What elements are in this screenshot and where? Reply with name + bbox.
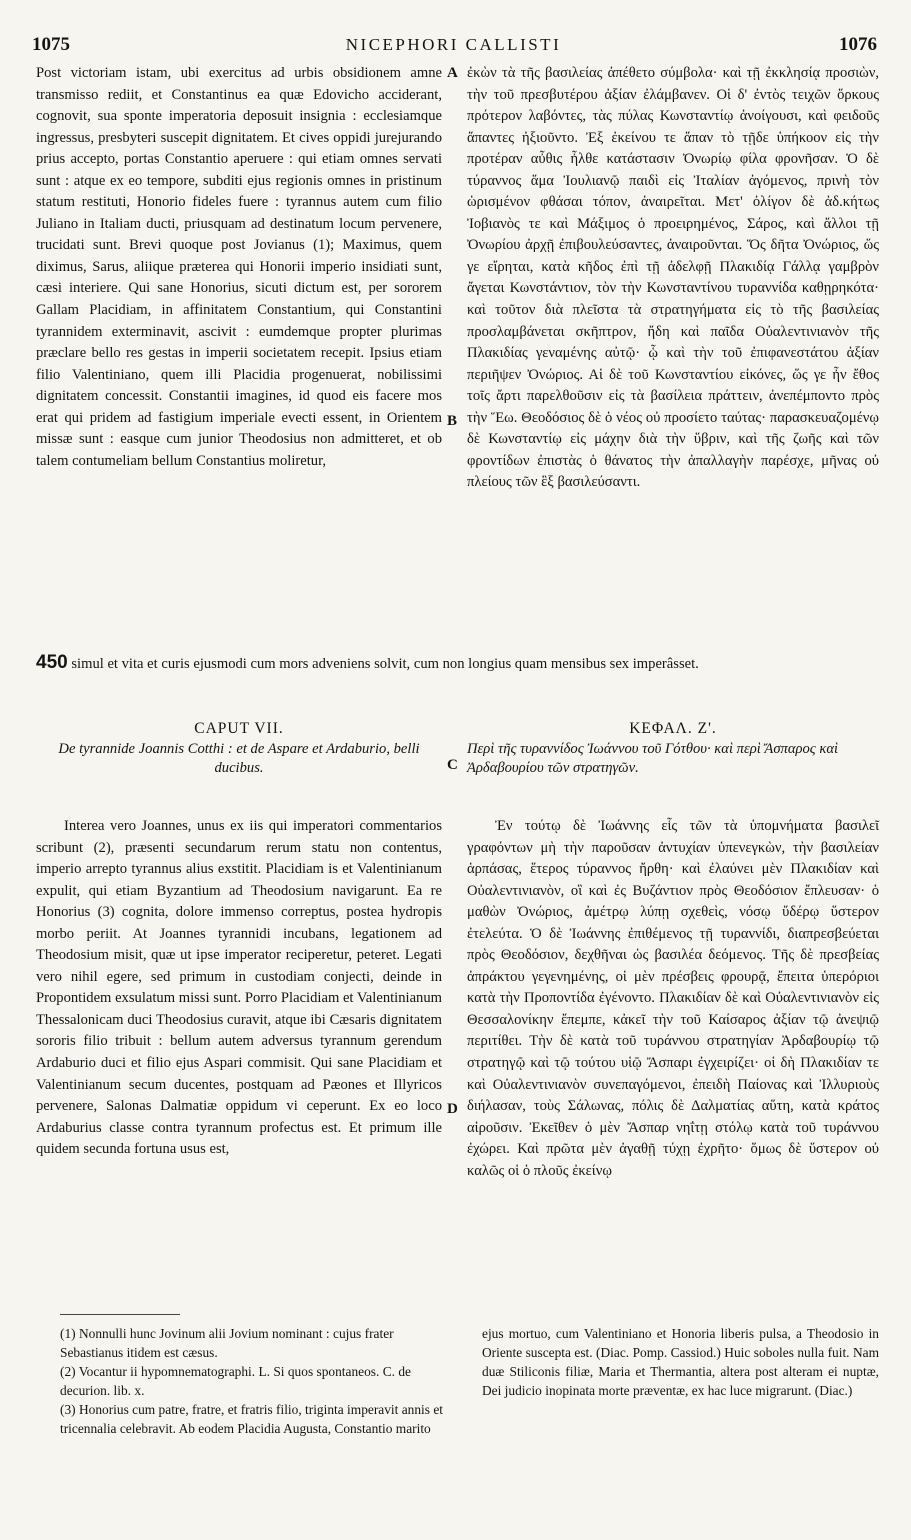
section-marker-b: B (447, 413, 458, 429)
greek-chapter-subtitle: Περὶ τῆς τυραννίδος Ἰωάννου τοῦ Γότθου· καὶ περὶ Ἄσπαρος καὶ Ἀρδαβουρίου τῶν στρατηγῶν. (467, 740, 839, 776)
footnote-3: (3) Honorius cum patre, fratre, et fratris filio, triginta imperavit annis et tricennalia celebravit. Ab eodem Placidia Augusta, Constantio marito (60, 1402, 443, 1436)
running-title: NICEPHORI CALLISTI (345, 35, 562, 54)
footnotes-right (482, 1324, 879, 1400)
column-number: 450 (36, 652, 68, 673)
section-marker-d: D (447, 1101, 458, 1117)
latin-chapter-heading (36, 718, 442, 778)
latin-chapter-subtitle: De tyrannide Joannis Cotthi : et de Aspare et Ardaburio, belli ducibus. (58, 740, 420, 776)
full-width-line (36, 652, 879, 676)
greek-column-top (467, 63, 879, 494)
latin-column-top (36, 63, 442, 472)
latin-paragraph: Post victoriam istam, ubi exercitus ad urbis obsidionem amne transmisso rediit, et Constantinus ea quæ Edovicho acciderant, cognovit, sua sponte imperatoria deposuit insignia : ecclesiamque ingressus, presbyteri suscepit dignitatem. Et cives oppidi jurejurando prius accepto, portas Constantio aperuere : qui etiam omnes servati sunt : atque ex eo tempore, subditi ejus regionis omnes in pristinum statum restituti, Honorio fideles fuere : tyrannus autem cum filio Juliano in Italiam ducti, priusquam ad destinatum locum pervenere, trucidati sunt. Brevi quoque post Jovianus (1); Maximus, quem diximus, Sarus, aliique præterea qui Honorii imperio insidiati sunt, cæsi interiere. Qui sane Honorius, sicuti dictum est, per sororem Gallam Placidiam, in affinitatem Constantium, qui Constantini tyrannidem exterminavit, ascivit : eumdemque propter plurimas præclare bello res gestas in imperii societatem recepit. Ipsius etiam filio Valentiniano, quem illi Placidia progenuerat, nobilissimi dignitatem concessit. Constantii imagines, id quod eis facere mos erat qui pridem ad fastigium imperiale evecti essent, in Orientem missæ sunt : easque cum junior Theodosius non admitteret, et ob talem contumeliam bellum Constantius moliretur, (36, 65, 442, 469)
footnote-rule (60, 1314, 180, 1315)
page-number-right: 1076 (839, 34, 877, 55)
section-marker-c: C (447, 757, 458, 773)
greek-chapter-heading (467, 718, 879, 778)
greek-body-paragraph: Ἐν τούτῳ δὲ Ἰωάννης εἷς τῶν τὰ ὑπομνήματα βασιλεῖ γραφόντων μὴ τὴν παροῦσαν ἀντυχίαν ὑπενεγκὼν, τὴν βασιλείαν ἁρπάσας, ἕτερος τύραννος ἤρθη· καὶ ἐλαύνει μὲν Πλακιδίαν καὶ Οὐαλεντινιανὸν, οἳ καὶ ἐς Βυζάντιον πρὸς Θεοδόσιον ἔπλευσαν· ὁ μαθὼν Ὀνώριος, ἀμέτρῳ λύπῃ σχεθεὶς, νόσῳ ὕδέρῳ ὕστερον ἐτελεύτα. Ὁ δὲ Ἰωάννης ἐπιθέμενος τῇ τυραννίδι, διαπρεσβεύεται πρὸς Θεοδόσιον, δεχθῆναι ὡς βασιλέα δεόμενος. Τῆς δὲ πρεσβείας ἀπράκτου γεγενημένης, οἱ μὲν πρέσβεις φρουρᾷ, ἔπειτα ὑπερόριοι κατὰ τὴν Προποντίδα ἐγένοντο. Πλακιδίαν δὲ καὶ Οὐαλεντινιανὸν εἰς Θεσσαλονίκην ἔπεμπε, κἀκεῖ τὴν τοῦ Καίσαρος ἀξίαν τῷ ἀνεψιῷ περιτίθει. Τὴν δὲ κατὰ τοῦ τυράννου στρατηγίαν Ἀρδαβουρίῳ τῷ στρατηγῷ καὶ τῷ τούτου υἱῷ Ἄσπαρι ἐγχειρίζει· οἱ δὴ Πλακιδίαν τε καὶ Οὐαλεντινιανὸν συνεπαγόμενοι, ἐπειδὴ Παίονας καὶ Ἰλλυριοὺς διήλασαν, τοὺς Σάλωνας, πόλις δὲ Δαλματίας αὕτη, κατὰ κράτος αἱροῦσιν. Ἐκεῖθεν ὁ μὲν Ἄσπαρ νηΐτῃ στόλῳ κατὰ τοῦ τυράννου ἐχώρει. Καὶ πρῶτα μὲν ἀγαθῇ τύχῃ ἐχρῆτο· ὅμως δὲ ὕστερον οὐ καλῶς οἱ ὁ πλοῦς ἐκείνῳ (467, 818, 879, 1179)
full-width-text: simul et vita et curis ejusmodi cum mors adveniens solvit, cum non longius quam mensibus sex imperâsset. (71, 656, 699, 672)
greek-paragraph: ἐκὼν τὰ τῆς βασιλείας ἀπέθετο σύμβολα· καὶ τῇ ἐκκλησίᾳ προσιὼν, τὴν τοῦ πρεσβυτέρου ἀξίαν ἐλάμβανεν. Οἱ δ' ἐντὸς τειχῶν ὅρκους πρότερον λαβόντες, τὰς πύλας Κωνσταντίῳ ἀνοίγουσι, καὶ φειδοῦς ἅπαντες ἠξιοῦντο. Ἐξ ἐκείνου τε ἅπαν τὸ τῇδε ὑπήκοον εἰς τὴν προτέραν αὖθις ἦλθε κατάστασιν Ὀνωρίῳ φίλα φρονῆσαν. Ὁ δὲ τύραννος ἅμα Ἰουλιανῷ παιδὶ εἰς Ἰταλίαν ἀγόμενος, πρινὴ τὸν ὡρισμένον φθάσαι τόπον, ἀναιρεῖται. Μετ' ὀλίγον δὲ ἀδ.κήτως Ἰοβιανὸς τε καὶ Μάξιμος ὁ προειρημένος, Σάρος, καὶ ἄλλοι τῇ Ὀνωρίου ἀρχῇ ἐπιβουλεύσαντες, ἀναιροῦνται. Ὅς δῆτα Ὀνώριος, ὥς γε εἴρηται, κατὰ κῆδος ἐπὶ τῇ ἀδελφῇ Πλακιδίᾳ Γάλλᾳ γαμβρὸν ἄγεται Κωνστάντιον, τὸν τὴν Κωνσταντίνου τυραννίδα καθῃρηκότα· καὶ τοῦτον διὰ πλεῖστα τὰ στρατηγήματα εἰς τὸ τῆς βασιλείας προσλαμβάνεται σκῆπτρον, ἤδη καὶ παῖδα Οὐαλεντινιανὸν τῆς Πλακιδίας γεναμένης αὐτῷ· ᾧ καὶ τὴν τοῦ ἐπιφανεστάτου ἀξίαν περιῆψεν Ὀνώριος. Αἱ δὲ τοῦ Κωνσταντίου εἰκόνες, ὥς γε ἦν ἔθος τοῖς ἄρτι παρελθοῦσιν εἰς τὰ βασίλεια πράττειν, ἀνεπέμποντο πρὸς τὴν Ἕω. Θεοδόσιος δὲ ὁ νέος οὐ προσίετο ταύτας· παρασκευαζομένῳ δὲ Κωνσταντίῳ εἰς μάχην διὰ τὴν ὕβριν, καὶ τῆς ζωῆς καὶ τῶν φροντίδων ἐπιστὰς ὁ θάνατος τὴν ἀπαλλαγὴν παρέσχε, μῆνας οὐ πλείους τῶν ἓξ βασιλεύσαντι. (467, 65, 879, 491)
footnote-3-continued: ejus mortuo, cum Valentiniano et Honoria liberis pulsa, a Theodosio in Oriente suscepta est. (Diac. Pomp. Cassiod.) Huic soboles nulla fuit. Nam duæ Stiliconis filiæ, Maria et Thermantia, altera post alteram ei nuptæ, Dei judicio inopinata morte præventæ, ex hac luce migrarunt. (Diac.) (482, 1326, 879, 1398)
greek-column-body (467, 816, 879, 1182)
page-number-left: 1075 (32, 34, 70, 55)
footnotes-left (60, 1324, 444, 1438)
latin-column-body (36, 816, 442, 1161)
greek-chapter-title: ΚΕΦΑΛ. Ζ'. (629, 720, 717, 737)
latin-body-paragraph: Interea vero Joannes, unus ex iis qui imperatori commentarios scribunt (2), præsenti secundarum rerum statu non contentus, imperio arrepto tyrannus alius exstitit. Placidiam is et Valentinianum expulit, qui etiam Byzantium ad Theodosium navigarunt. Ea re Honorius (3) cognita, dolore immenso correptus, postea hydropis morbo periit. At Joannes tyrannidi incubans, legationem ad Theodosium misit, quæ ut ipse imperator reciperetur, peteret. Legati vero nihil egere, sed primum in custodiam conjecti, deinde in Propontidem exsulatum missi sunt. Porro Placidiam et Valentinianum Thessalonicam duci Theodosius curavit, atque ibi Cæsaris dignitatem sororis filio tribuit : bellum autem adversus tyrannum gerendum Ardaburio duci et filio ejus Aspari commisit. Qui sane Placidiam et Valentinianum secum ducentes, postquam ad Pæones et Illyricos pervenere, Salonas Dalmatiæ oppidum vi ceperunt. Ex eo loco Ardaburius classe contra tyrannum profectus est. Et primum ille quidem secunda fortuna usus est, (36, 818, 442, 1158)
section-marker-a: A (447, 65, 458, 81)
latin-chapter-title: CAPUT VII. (194, 720, 284, 737)
footnote-1: (1) Nonnulli hunc Jovinum alii Jovium nominant : cujus frater Sebastianus itidem est cæsus. (60, 1326, 394, 1360)
page-header (30, 34, 877, 60)
footnote-2: (2) Vocantur ii hypomnematographi. L. Si quos spontaneos. C. de decurion. lib. x. (60, 1364, 411, 1398)
